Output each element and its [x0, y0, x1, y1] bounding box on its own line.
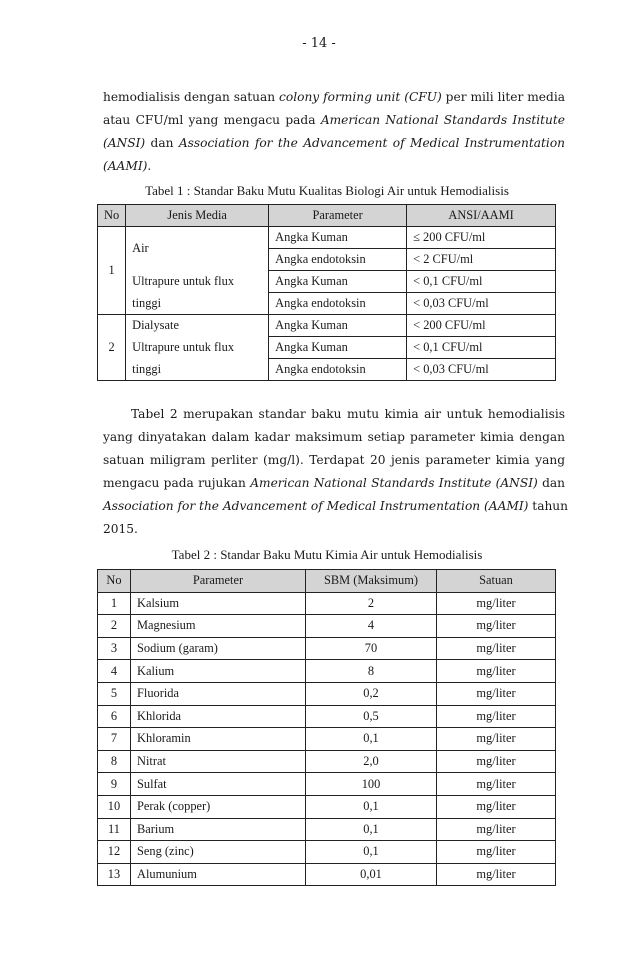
cell-sbm: 0,2 [306, 682, 437, 705]
cell-parameter: Kalsium [131, 592, 306, 615]
header-ansi-aami: ANSI/AAMI [407, 205, 556, 227]
table-row [98, 773, 556, 796]
table-row [98, 293, 556, 315]
cell-parameter: Barium [131, 818, 306, 841]
cell-satuan: mg/liter [437, 863, 556, 886]
cell-sbm: 2,0 [306, 750, 437, 773]
table-chemical-standards [97, 569, 556, 886]
cell-no: 7 [98, 728, 131, 751]
cell-sbm: 0,1 [306, 818, 437, 841]
paragraph-table2-intro [103, 403, 569, 541]
table-row [98, 615, 556, 638]
cell-no: 10 [98, 795, 131, 818]
table-row [98, 592, 556, 615]
paragraph-intro [103, 86, 565, 178]
cell-satuan: mg/liter [437, 841, 556, 864]
cell-sbm: 0,1 [306, 841, 437, 864]
cell-media: tinggi [126, 359, 269, 381]
cell-parameter: Fluorida [131, 682, 306, 705]
cell-no: 2 [98, 315, 126, 381]
cell-no: 1 [98, 592, 131, 615]
cell-media: tinggi [126, 293, 269, 315]
table2-body [98, 592, 556, 886]
cell-no: 6 [98, 705, 131, 728]
cell-parameter: Alumunium [131, 863, 306, 886]
cell-no: 9 [98, 773, 131, 796]
cell-no: 11 [98, 818, 131, 841]
paragraph-line: hemodialisis dengan satuan colony forming unit (CFU) per mili liter media [103, 90, 565, 104]
cell-no: 5 [98, 682, 131, 705]
cell-value: < 0,1 CFU/ml [407, 337, 556, 359]
paragraph-line: (ANSI) dan Association for the Advancement of Medical Instrumentation [103, 136, 566, 150]
paragraph-line: yang dinyatakan dalam kadar maksimum setiap parameter kimia dengan [103, 430, 565, 444]
table-row [98, 660, 556, 683]
cell-sbm: 70 [306, 637, 437, 660]
cell-satuan: mg/liter [437, 795, 556, 818]
cell-parameter: Angka endotoksin [269, 359, 407, 381]
cell-value: < 2 CFU/ml [407, 249, 556, 271]
cell-parameter: Angka endotoksin [269, 249, 407, 271]
cell-no: 1 [98, 227, 126, 315]
table-header-row [98, 205, 556, 227]
table-row [98, 315, 556, 337]
cell-value: < 0,03 CFU/ml [407, 293, 556, 315]
table-row [98, 637, 556, 660]
cell-satuan: mg/liter [437, 750, 556, 773]
cell-satuan: mg/liter [437, 818, 556, 841]
table1-caption: Tabel 1 : Standar Baku Mutu Kualitas Biologi Air untuk Hemodialisis [145, 183, 509, 198]
header-no: No [98, 205, 126, 227]
cell-satuan: mg/liter [437, 728, 556, 751]
paragraph-line: Tabel 2 merupakan standar baku mutu kimia air untuk hemodialisis [131, 407, 565, 421]
paragraph-line: mengacu pada rujukan American National Standards Institute (ANSI) dan [103, 476, 565, 490]
table-row [98, 841, 556, 864]
cell-parameter: Perak (copper) [131, 795, 306, 818]
paragraph-line: satuan miligram perliter (mg/l). Terdapat 20 jenis parameter kimia yang [103, 453, 565, 467]
cell-satuan: mg/liter [437, 705, 556, 728]
cell-sbm: 0,1 [306, 795, 437, 818]
table-row [98, 728, 556, 751]
header-parameter: Parameter [269, 205, 407, 227]
cell-parameter: Sodium (garam) [131, 637, 306, 660]
cell-sbm: 0,1 [306, 728, 437, 751]
cell-no: 3 [98, 637, 131, 660]
cell-value: < 0,1 CFU/ml [407, 271, 556, 293]
header-parameter: Parameter [131, 570, 306, 593]
table-row [98, 682, 556, 705]
cell-sbm: 8 [306, 660, 437, 683]
cell-parameter: Seng (zinc) [131, 841, 306, 864]
cell-satuan: mg/liter [437, 682, 556, 705]
page-number: - 14 - [302, 36, 336, 51]
paragraph-line: (AAMI). [103, 159, 152, 173]
table2-caption: Tabel 2 : Standar Baku Mutu Kimia Air untuk Hemodialisis [171, 547, 483, 562]
cell-parameter: Kalium [131, 660, 306, 683]
cell-parameter: Khloramin [131, 728, 306, 751]
paragraph-line: Association for the Advancement of Medical Instrumentation (AAMI) tahun [103, 499, 569, 513]
table-row [98, 271, 556, 293]
header-jenis-media: Jenis Media [126, 205, 269, 227]
paragraph-line: 2015. [103, 522, 138, 536]
cell-sbm: 0,5 [306, 705, 437, 728]
cell-satuan: mg/liter [437, 637, 556, 660]
cell-satuan: mg/liter [437, 660, 556, 683]
cell-no: 8 [98, 750, 131, 773]
cell-media: Air [126, 227, 269, 271]
cell-media: Ultrapure untuk flux [126, 271, 269, 293]
cell-parameter: Magnesium [131, 615, 306, 638]
header-satuan: Satuan [437, 570, 556, 593]
cell-value: < 0,03 CFU/ml [407, 359, 556, 381]
cell-value: ≤ 200 CFU/ml [407, 227, 556, 249]
cell-satuan: mg/liter [437, 773, 556, 796]
cell-sbm: 100 [306, 773, 437, 796]
cell-sbm: 2 [306, 592, 437, 615]
cell-parameter: Sulfat [131, 773, 306, 796]
cell-satuan: mg/liter [437, 615, 556, 638]
table-row [98, 818, 556, 841]
cell-satuan: mg/liter [437, 592, 556, 615]
cell-parameter: Angka Kuman [269, 271, 407, 293]
cell-parameter: Khlorida [131, 705, 306, 728]
table-row [98, 705, 556, 728]
table-row [98, 227, 556, 249]
table-row [98, 795, 556, 818]
table-row [98, 863, 556, 886]
cell-no: 13 [98, 863, 131, 886]
header-no: No [98, 570, 131, 593]
table-row [98, 750, 556, 773]
table-biological-standards [97, 204, 556, 381]
cell-media: Dialysate [126, 315, 269, 337]
cell-parameter: Angka endotoksin [269, 293, 407, 315]
cell-media: Ultrapure untuk flux [126, 337, 269, 359]
cell-parameter: Nitrat [131, 750, 306, 773]
header-sbm: SBM (Maksimum) [306, 570, 437, 593]
cell-no: 12 [98, 841, 131, 864]
cell-parameter: Angka Kuman [269, 337, 407, 359]
cell-parameter: Angka Kuman [269, 315, 407, 337]
cell-sbm: 4 [306, 615, 437, 638]
table-header-row [98, 570, 556, 593]
paragraph-line: atau CFU/ml yang mengacu pada American National Standards Institute [103, 113, 565, 127]
table-row [98, 359, 556, 381]
cell-no: 4 [98, 660, 131, 683]
cell-sbm: 0,01 [306, 863, 437, 886]
cell-value: < 200 CFU/ml [407, 315, 556, 337]
cell-parameter: Angka Kuman [269, 227, 407, 249]
table-row [98, 337, 556, 359]
cell-no: 2 [98, 615, 131, 638]
